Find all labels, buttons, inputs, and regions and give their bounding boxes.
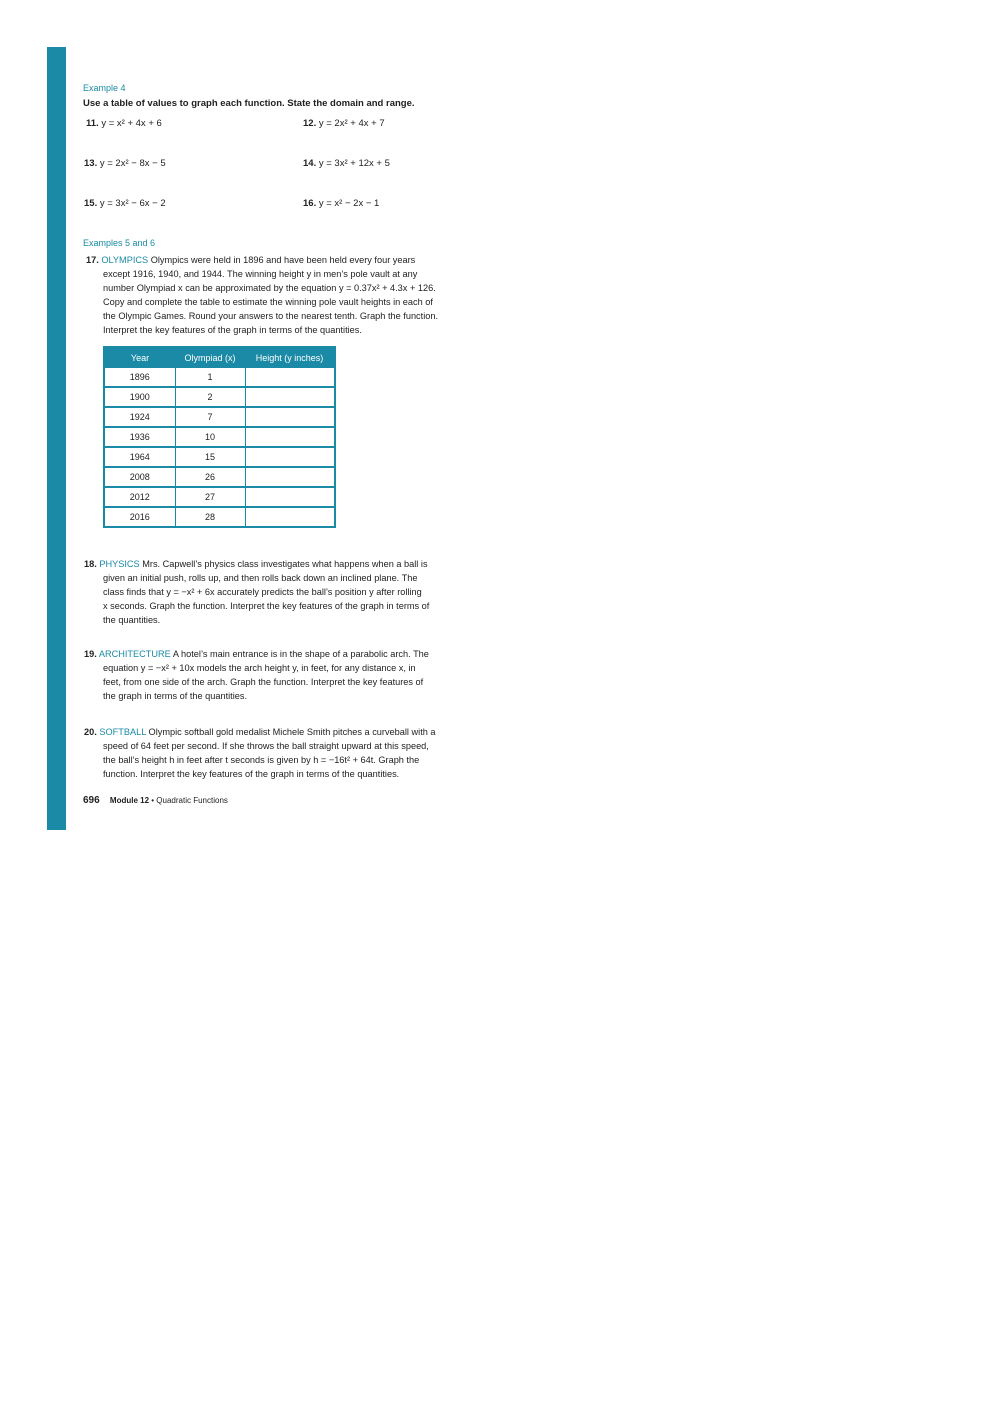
problem-number: 17. — [86, 255, 99, 265]
problem-tag: PHYSICS — [99, 559, 140, 569]
problem-17 — [86, 253, 506, 337]
table-row — [104, 507, 335, 527]
problem-equation: y = 2x² − 8x − 5 — [99, 158, 166, 169]
problem-16 — [303, 198, 379, 209]
table-cell: 1964 — [104, 447, 175, 467]
table-cell: 26 — [175, 467, 245, 487]
table-cell — [245, 467, 335, 487]
problem-text: Olympics were held in 1896 and have been held every four years — [150, 255, 416, 265]
problem-20-line — [84, 725, 504, 739]
table-cell: 1896 — [104, 368, 175, 387]
table-header-row — [104, 347, 335, 368]
problem-18-line — [84, 557, 504, 571]
problem-text: Olympic softball gold medalist Michele Smith pitches a curveball with a — [148, 727, 436, 737]
olympiad-table — [103, 346, 336, 528]
table-cell: 2012 — [104, 487, 175, 507]
table-cell: 1 — [175, 368, 245, 387]
instruction-text: Use a table of values to graph each function. State the domain and range. — [83, 98, 415, 109]
problem-text: feet, from one side of the arch. Graph the function. Interpret the key features of — [103, 677, 424, 687]
table-cell: 2016 — [104, 507, 175, 527]
problem-tag: SOFTBALL — [99, 727, 146, 737]
table-cell: 7 — [175, 407, 245, 427]
table-cell — [245, 368, 335, 387]
problem-13 — [84, 158, 166, 169]
problem-equation: y = 3x² − 6x − 2 — [99, 198, 166, 209]
side-color-bar — [47, 47, 66, 830]
problem-text: A hotel’s main entrance is in the shape of a parabolic arch. The — [172, 649, 429, 659]
table-row — [104, 387, 335, 407]
page-footer — [83, 795, 228, 806]
table-cell: 1936 — [104, 427, 175, 447]
table-cell: 28 — [175, 507, 245, 527]
table-cell — [245, 507, 335, 527]
problem-text: given an initial push, rolls up, and then rolls back down an inclined plane. The — [103, 573, 418, 583]
problem-text: the ball’s height h in feet after t seconds is given by h = −16t² + 64t. Graph the — [103, 755, 420, 765]
problem-19 — [84, 647, 504, 703]
problem-equation: y = x² + 4x + 6 — [101, 118, 162, 129]
module-label: Module 12 — [109, 796, 150, 805]
problem-tag: OLYMPICS — [101, 255, 149, 265]
table-cell: 27 — [175, 487, 245, 507]
problem-text: the graph in terms of the quantities. — [103, 691, 248, 701]
problem-text: except 1916, 1940, and 1944. The winning height y in men’s pole vault at any — [103, 269, 418, 279]
examples-5-6-label: Examples 5 and 6 — [83, 238, 156, 248]
column-header: Year — [104, 347, 175, 368]
table-cell — [245, 427, 335, 447]
table-cell — [245, 487, 335, 507]
table-cell — [245, 447, 335, 467]
page-number: 696 — [83, 795, 100, 806]
problem-text: number Olympiad x can be approximated by the equation y = 0.37x² + 4.3x + 126. — [103, 283, 436, 293]
problem-text: the quantities. — [103, 615, 161, 625]
table-cell: 1900 — [104, 387, 175, 407]
problem-text: class finds that y = −x² + 6x accurately predicts the ball’s position y after rolling — [103, 587, 422, 597]
table-cell — [245, 407, 335, 427]
table-cell: 1924 — [104, 407, 175, 427]
problem-text: speed of 64 feet per second. If she throws the ball straight upward at this speed, — [103, 741, 429, 751]
problem-equation: y = 3x² + 12x + 5 — [318, 158, 390, 169]
table-cell: 15 — [175, 447, 245, 467]
footer-separator: • — [149, 796, 157, 805]
problem-number: 11. — [86, 118, 99, 129]
problem-number: 20. — [84, 727, 97, 737]
problem-20 — [84, 725, 504, 781]
problem-number: 16. — [303, 198, 317, 209]
table-row — [104, 467, 335, 487]
table-row — [104, 427, 335, 447]
problem-number: 13. — [84, 158, 98, 169]
module-title: Quadratic Functions — [156, 796, 228, 805]
table-cell: 2 — [175, 387, 245, 407]
table-row — [104, 487, 335, 507]
column-header: Olympiad (x) — [175, 347, 245, 368]
problem-12 — [303, 118, 385, 129]
problem-19-line — [84, 647, 504, 661]
problem-equation: y = x² − 2x − 1 — [318, 198, 380, 209]
problem-text: equation y = −x² + 10x models the arch height y, in feet, for any distance x, in — [103, 663, 416, 673]
table-cell: 2008 — [104, 467, 175, 487]
problem-number: 18. — [84, 559, 97, 569]
table-cell: 10 — [175, 427, 245, 447]
example-4-label: Example 4 — [83, 83, 126, 93]
problem-number: 15. — [84, 198, 98, 209]
problem-text: function. Interpret the key features of the graph in terms of the quantities. — [103, 769, 400, 779]
table-cell — [245, 387, 335, 407]
problem-17-line — [86, 253, 506, 267]
table-row — [104, 447, 335, 467]
problem-text: x seconds. Graph the function. Interpret the key features of the graph in terms of — [103, 601, 430, 611]
problem-18 — [84, 557, 504, 627]
problem-14 — [303, 158, 390, 169]
problem-text: Interpret the key features of the graph in terms of the quantities. — [103, 325, 362, 335]
problem-tag: ARCHITECTURE — [98, 649, 171, 659]
problem-number: 12. — [303, 118, 317, 129]
problem-15 — [84, 198, 166, 209]
table-row — [104, 368, 335, 387]
problem-text: Copy and complete the table to estimate the winning pole vault heights in each of — [103, 297, 433, 307]
problem-text: the Olympic Games. Round your answers to the nearest tenth. Graph the function. — [103, 311, 439, 321]
column-header: Height (y inches) — [245, 347, 335, 368]
problem-number: 19. — [84, 649, 97, 659]
problem-equation: y = 2x² + 4x + 7 — [318, 118, 385, 129]
problem-number: 14. — [303, 158, 317, 169]
problem-text: Mrs. Capwell’s physics class investigates what happens when a ball is — [142, 559, 428, 569]
problem-11 — [86, 118, 162, 129]
table-row — [104, 407, 335, 427]
